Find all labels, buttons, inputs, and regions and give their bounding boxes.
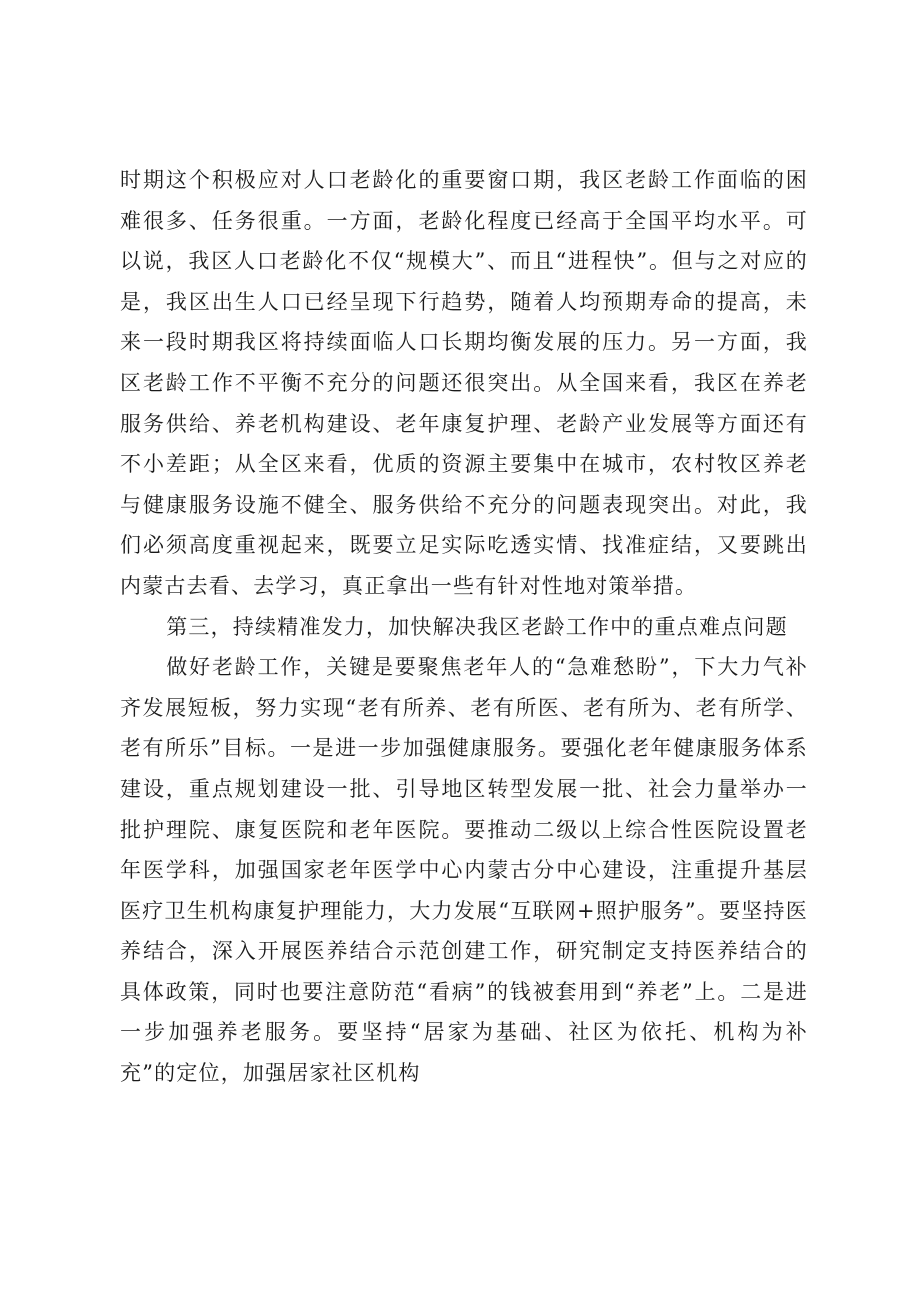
paragraph-continued: 时期这个积极应对人口老龄化的重要窗口期，我区老龄工作面临的困难很多、任务很重。一方面，老龄化程度已经高于全国平均水平。可以说，我区人口老龄化不仅“规模大”、而且“进程快”。但与之对应的是，我区出生人口已经呈现下行趋势，随着人均预期寿命的提高，未来一段时期我区将持续面临人口长期均衡发展的压力。另一方面，我区老龄工作不平衡不充分的问题还很突出。从全国来看，我区在养老服务供给、养老机构建设、老年康复护理、老龄产业发展等方面还有不小差距；从全区来看，优质的资源主要集中在城市，农村牧区养老与健康服务设施不健全、服务供给不充分的问题表现突出。对此，我们必须高度重视起来，既要立足实际吃透实情、找准症结，又要跳出内蒙古去看、去学习，真正拿出一些有针对性地对策举措。: [120, 168, 808, 598]
paragraph: 做好老龄工作，关键是要聚焦老年人的“急难愁盼”，下大力气补齐发展短板，努力实现“老有所养、老有所医、老有所为、老有所学、老有所乐”目标。一是进一步加强健康服务。要强化老年健康服务体系建设，重点规划建设一批、引导地区转型发展一批、社会力量举办一批护理院、康复医院和老年医院。要推动二级以上综合性医院设置老年医学科，加强国家老年医学中心内蒙古分中心建设，注重提升基层医疗卫生机构康复护理能力，大力发展“互联网+照护服务”。要坚持医养结合，深入开展医养结合示范创建工作，研究制定支持医养结合的具体政策，同时也要注意防范“看病”的钱被套用到“养老”上。二是进一步加强养老服务。要坚持“居家为基础、社区为依托、机构为补充”的定位，加强居家社区机构: [120, 655, 808, 1086]
document-body: [120, 160, 808, 1094]
section-heading: 第三，持续精准发力，加快解决我区老龄工作中的重点难点问题: [166, 614, 788, 639]
